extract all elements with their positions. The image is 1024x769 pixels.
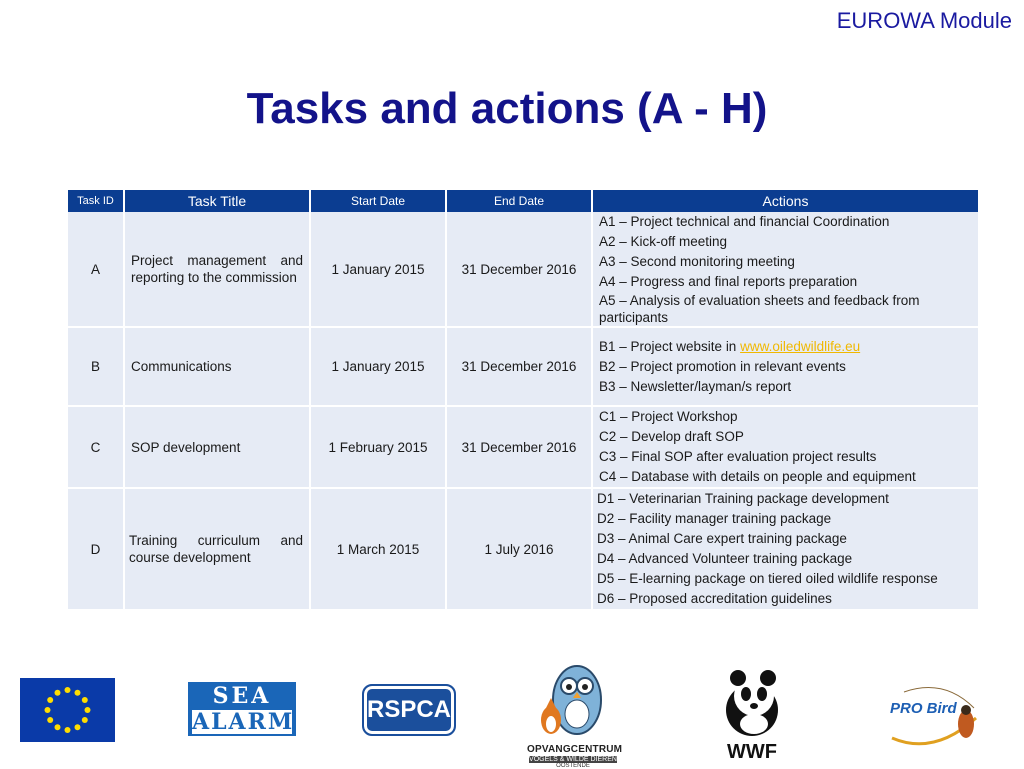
tasks-table (68, 190, 980, 611)
header-start-date: Start Date (310, 190, 446, 212)
header-task-title: Task Title (124, 190, 310, 212)
task-title: SOP development (124, 406, 310, 488)
end-date: 31 December 2016 (446, 327, 592, 406)
wwf-logo (720, 666, 784, 763)
action-item: A4 – Progress and final reports preparation (599, 274, 858, 289)
module-label: EUROWA Module (836, 8, 1012, 33)
action-item: A1 – Project technical and financial Coordination (599, 214, 890, 229)
action-item: C2 – Develop draft SOP (599, 429, 744, 444)
bird-swoosh-icon (884, 678, 984, 758)
start-date: 1 January 2015 (310, 327, 446, 406)
action-item: A5 – Analysis of evaluation sheets and feedback from participants (599, 293, 920, 325)
rspca-logo: RSPCA (362, 684, 456, 736)
pro-bird-text: PRO Bird (890, 700, 957, 717)
end-date: 31 December 2016 (446, 212, 592, 327)
task-title: Communications (124, 327, 310, 406)
header-task-id: Task ID (68, 190, 124, 212)
website-link[interactable]: www.oiledwildlife.eu (740, 338, 861, 354)
end-date: 1 July 2016 (446, 488, 592, 610)
action-item: C1 – Project Workshop (599, 409, 738, 424)
action-item: D3 – Animal Care expert training package (597, 531, 847, 546)
sea-alarm-line2: ALARM (192, 709, 295, 735)
panda-icon (720, 666, 784, 738)
start-date: 1 February 2015 (310, 406, 446, 488)
actions-cell (592, 327, 979, 406)
opvang-line3: OOSTENDE (556, 763, 590, 769)
table-row-b (68, 327, 979, 406)
action-item: C4 – Database with details on people and equipment (599, 469, 916, 484)
task-id: A (68, 212, 124, 327)
table-header-row (68, 190, 979, 212)
task-id: C (68, 406, 124, 488)
action-item: A2 – Kick-off meeting (599, 234, 728, 249)
sea-alarm-line1: SEA (212, 683, 272, 709)
partner-logos (0, 660, 1024, 768)
start-date: 1 March 2015 (310, 488, 446, 610)
action-item: D6 – Proposed accreditation guidelines (597, 591, 832, 606)
opvang-line1: OPVANGCENTRUM (527, 744, 623, 755)
eu-stars-icon (20, 678, 115, 742)
actions-cell (592, 406, 979, 488)
start-date: 1 January 2015 (310, 212, 446, 327)
action-item: D5 – E-learning package on tiered oiled wildlife response (597, 571, 938, 586)
opvangcentrum-logo (527, 660, 623, 769)
actions-cell (592, 488, 979, 610)
wwf-text: WWF (727, 741, 777, 763)
actions-cell (592, 212, 979, 327)
action-item: D2 – Facility manager training package (597, 511, 832, 526)
table-row-d (68, 488, 979, 610)
opvang-line2: VOGELS & WILDE DIEREN (529, 756, 617, 763)
action-item: B3 – Newsletter/layman/s report (599, 378, 792, 394)
eu-flag-icon (20, 678, 115, 742)
header-actions: Actions (592, 190, 979, 212)
action-item: A3 – Second monitoring meeting (599, 254, 795, 269)
header-end-date: End Date (446, 190, 592, 212)
action-item: D4 – Advanced Volunteer training package (597, 551, 853, 566)
task-title: Training curriculum and course development (124, 488, 310, 610)
action-text: B1 – Project website in (599, 338, 741, 354)
action-item: D1 – Veterinarian Training package development (597, 491, 889, 506)
sea-alarm-logo (188, 682, 296, 736)
task-title: Project management and reporting to the commission (124, 212, 310, 327)
owl-fox-icon (527, 660, 619, 738)
pro-bird-logo (884, 678, 984, 758)
action-item (599, 337, 972, 357)
task-id: D (68, 488, 124, 610)
action-item: B2 – Project promotion in relevant events (599, 358, 846, 374)
table-row-c (68, 406, 979, 488)
end-date: 31 December 2016 (446, 406, 592, 488)
slide-title: Tasks and actions (A - H) (246, 84, 768, 133)
task-id: B (68, 327, 124, 406)
action-item: C3 – Final SOP after evaluation project results (599, 449, 877, 464)
table-row-a (68, 212, 979, 327)
